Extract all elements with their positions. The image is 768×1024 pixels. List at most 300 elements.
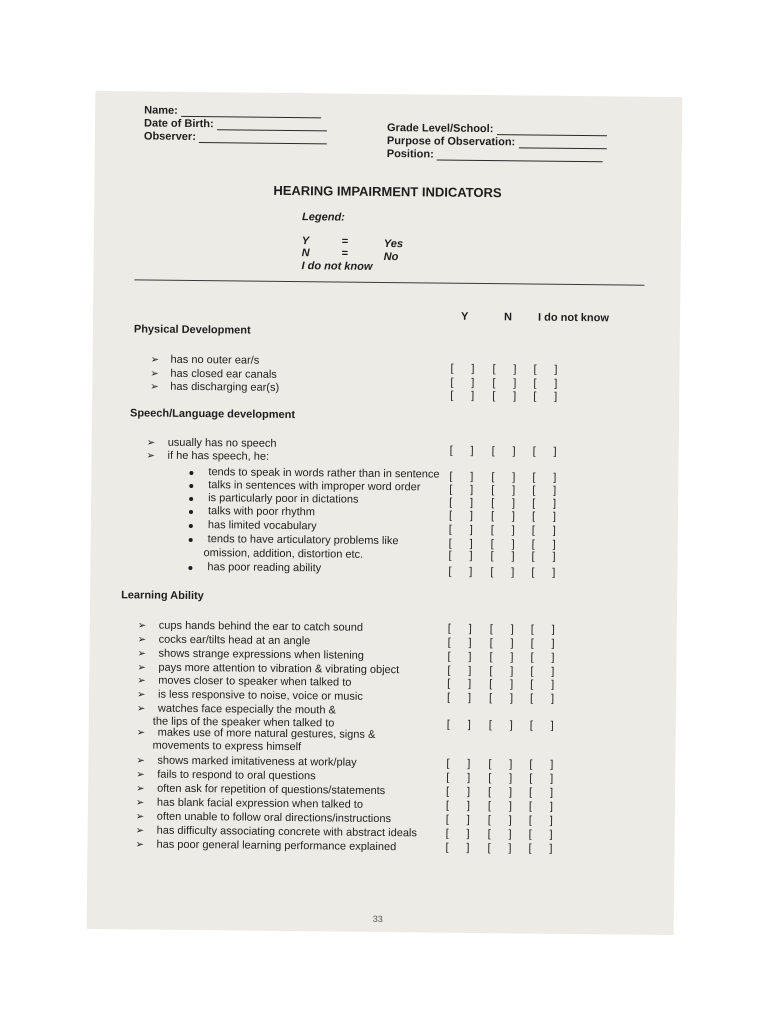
- bracket-open: [: [445, 799, 450, 812]
- checkbox-n[interactable]: [490, 623, 514, 636]
- bracket-close: ]: [509, 719, 513, 732]
- bracket-open: [: [492, 390, 496, 403]
- bracket-close: ]: [467, 757, 471, 770]
- bracket-open: [: [449, 444, 453, 457]
- bracket-open: [: [488, 758, 492, 771]
- checkbox-n[interactable]: [489, 651, 513, 664]
- bracket-open: [: [447, 650, 451, 663]
- dot-bullet-icon: [189, 471, 193, 475]
- checkbox-idk[interactable]: [531, 551, 555, 564]
- dot-bullet-icon: [189, 538, 193, 542]
- list-item-text: is less responsive to noise, voice or music: [158, 688, 363, 703]
- bracket-open: [: [487, 842, 491, 855]
- bracket-close: ]: [508, 800, 512, 813]
- position-label: Position:: [386, 148, 434, 161]
- section-title: Speech/Language development: [129, 407, 296, 422]
- bracket-open: [: [491, 445, 495, 458]
- bracket-open: [: [489, 623, 493, 636]
- arrow-bullet-icon: ➢: [150, 354, 160, 366]
- arrow-bullet-icon: ➢: [136, 755, 145, 767]
- bracket-open: [: [532, 445, 536, 458]
- bracket-open: [: [533, 390, 537, 403]
- bracket-close: ]: [549, 842, 553, 855]
- legend-key-y: Y: [301, 235, 310, 248]
- list-item-text: movements to express himself: [152, 739, 302, 754]
- checkbox-n[interactable]: [492, 445, 516, 458]
- bracket-open: [: [492, 363, 496, 376]
- list-item-text: has poor general learning performance explained: [156, 838, 397, 854]
- observer-field[interactable]: [199, 142, 327, 144]
- checkbox-idk[interactable]: [531, 567, 555, 580]
- checkbox-n[interactable]: [492, 390, 516, 403]
- checkbox-idk[interactable]: [529, 787, 553, 800]
- checkbox-idk[interactable]: [530, 652, 554, 665]
- dot-bullet-icon: [189, 510, 193, 514]
- bracket-close: ]: [467, 771, 471, 784]
- bracket-close: ]: [468, 622, 472, 635]
- bracket-open: [: [445, 841, 449, 854]
- checkbox-y[interactable]: [446, 828, 470, 841]
- bracket-close: ]: [549, 814, 553, 827]
- bracket-close: ]: [552, 566, 556, 579]
- bracket-close: ]: [550, 692, 555, 705]
- arrow-bullet-icon: ➢: [135, 797, 145, 809]
- list-item-text: moves closer to speaker when talked to: [158, 674, 352, 689]
- checkbox-y[interactable]: [448, 637, 472, 650]
- legend-value-y: Yes: [383, 237, 404, 251]
- page-number: 33: [372, 913, 383, 925]
- bracket-close: ]: [510, 678, 514, 691]
- checkbox-y[interactable]: [447, 651, 471, 664]
- bracket-close: ]: [468, 677, 472, 690]
- checkbox-y[interactable]: [446, 758, 470, 771]
- list-item-text: has discharging ear(s): [170, 380, 280, 394]
- checkbox-y[interactable]: [450, 363, 474, 376]
- purpose-label: Purpose of Observation:: [386, 135, 516, 149]
- bracket-open: [: [530, 637, 534, 650]
- checkbox-y[interactable]: [449, 510, 473, 523]
- checkbox-n[interactable]: [490, 637, 514, 650]
- purpose-field[interactable]: [519, 147, 607, 149]
- bracket-open: [: [449, 496, 453, 509]
- checkbox-y[interactable]: [446, 800, 470, 813]
- dob-field[interactable]: [217, 129, 327, 131]
- legend-idk: I do not know: [301, 260, 373, 273]
- checkbox-idk[interactable]: [529, 829, 553, 842]
- bracket-close: ]: [552, 538, 556, 551]
- sub-item-text: tends to speak in words rather than in sentence: [208, 466, 440, 481]
- bracket-open: [: [530, 651, 534, 664]
- bracket-close: ]: [466, 799, 471, 812]
- bracket-open: [: [487, 800, 492, 813]
- bracket-open: [: [530, 678, 534, 691]
- bracket-close: ]: [510, 651, 514, 664]
- bracket-close: ]: [552, 524, 556, 537]
- bracket-open: [: [487, 828, 491, 841]
- checkbox-idk[interactable]: [529, 815, 553, 828]
- bracket-close: ]: [470, 444, 474, 457]
- arrow-bullet-icon: ➢: [150, 368, 159, 380]
- bracket-close: ]: [511, 524, 515, 537]
- list-item-text: cocks ear/tilts head at an angle: [158, 633, 311, 648]
- legend-value-n: No: [383, 250, 399, 264]
- bracket-close: ]: [549, 828, 553, 841]
- bracket-close: ]: [468, 636, 472, 649]
- arrow-bullet-icon: ➢: [135, 825, 145, 837]
- checkbox-idk[interactable]: [530, 720, 554, 733]
- checkbox-n[interactable]: [490, 550, 514, 563]
- bracket-open: [: [447, 636, 451, 649]
- bracket-open: [: [447, 691, 451, 704]
- section-title: Learning Ability: [121, 589, 204, 603]
- bracket-open: [: [532, 471, 536, 484]
- checkbox-idk[interactable]: [533, 378, 557, 391]
- list-item-text: shows strange expressions when listening: [158, 647, 365, 662]
- page-title: HEARING IMPAIRMENT INDICATORS: [273, 182, 502, 201]
- checkbox-n[interactable]: [491, 484, 515, 497]
- bracket-open: [: [447, 677, 451, 690]
- bracket-open: [: [531, 538, 535, 551]
- bracket-open: [: [533, 377, 537, 390]
- checkbox-y[interactable]: [447, 678, 471, 691]
- bracket-close: ]: [469, 537, 473, 550]
- observer-label: Observer:: [143, 130, 196, 144]
- bracket-close: ]: [466, 813, 470, 826]
- arrow-bullet-icon: ➢: [136, 727, 146, 739]
- bracket-close: ]: [508, 828, 512, 841]
- bracket-open: [: [489, 651, 493, 664]
- arrow-bullet-icon: ➢: [137, 620, 147, 632]
- list-item-text: fails to respond to oral questions: [157, 768, 316, 783]
- checkbox-y[interactable]: [450, 445, 474, 458]
- bracket-close: ]: [509, 692, 514, 705]
- bracket-close: ]: [512, 484, 516, 497]
- checkbox-y[interactable]: [449, 524, 473, 537]
- bracket-open: [: [490, 524, 494, 537]
- bracket-open: [: [529, 758, 533, 771]
- bracket-close: ]: [511, 550, 515, 563]
- sub-item-text: omission, addition, distortion etc.: [203, 547, 364, 561]
- dot-bullet-icon: [188, 566, 192, 570]
- bracket-close: ]: [511, 566, 515, 579]
- bracket-close: ]: [469, 523, 473, 536]
- dot-bullet-icon: [189, 524, 193, 528]
- bracket-close: ]: [551, 678, 555, 691]
- bracket-close: ]: [552, 497, 557, 510]
- checkbox-n[interactable]: [492, 363, 516, 376]
- checkbox-idk[interactable]: [532, 498, 556, 511]
- bracket-open: [: [490, 538, 494, 551]
- bracket-open: [: [533, 363, 537, 376]
- legend-key-n: N: [301, 247, 310, 260]
- bracket-close: ]: [509, 758, 513, 771]
- bracket-open: [: [529, 772, 533, 785]
- dob-label: Date of Birth:: [144, 117, 214, 131]
- bracket-close: ]: [549, 786, 554, 799]
- bracket-open: [: [530, 623, 534, 636]
- bracket-open: [: [528, 800, 533, 813]
- bracket-close: ]: [551, 637, 555, 650]
- checkbox-idk[interactable]: [529, 759, 553, 772]
- legend-eq-y: =: [341, 235, 349, 248]
- bracket-open: [: [448, 509, 453, 522]
- bracket-open: [: [491, 497, 495, 510]
- bracket-open: [: [448, 565, 452, 578]
- bracket-close: ]: [471, 389, 475, 402]
- bracket-open: [: [532, 484, 536, 497]
- checkbox-idk[interactable]: [532, 485, 556, 498]
- checkbox-n[interactable]: [491, 471, 515, 484]
- bracket-close: ]: [510, 623, 514, 636]
- sub-item-text: talks in sentences with improper word order: [208, 479, 421, 494]
- bracket-close: ]: [551, 623, 555, 636]
- checkbox-n[interactable]: [491, 497, 515, 510]
- column-header-n: N: [503, 311, 513, 324]
- position-field[interactable]: [437, 160, 603, 163]
- bracket-open: [: [489, 637, 493, 650]
- checkbox-idk[interactable]: [530, 693, 554, 706]
- bracket-open: [: [531, 550, 535, 563]
- bracket-open: [: [491, 471, 495, 484]
- bracket-open: [: [448, 523, 452, 536]
- bracket-close: ]: [553, 445, 557, 458]
- bracket-open: [: [487, 814, 491, 827]
- sub-item-text: is particularly poor in dictations: [208, 492, 359, 506]
- checkbox-y[interactable]: [448, 550, 472, 563]
- bracket-open: [: [528, 814, 532, 827]
- checkbox-idk[interactable]: [531, 638, 555, 651]
- bracket-open: [: [532, 497, 536, 510]
- bracket-close: ]: [471, 362, 475, 375]
- list-item-text: makes use of more natural gestures, signs &: [157, 726, 376, 741]
- bracket-close: ]: [554, 390, 558, 403]
- bracket-close: ]: [469, 549, 473, 562]
- checkbox-n[interactable]: [487, 842, 511, 855]
- bracket-open: [: [449, 470, 453, 483]
- checkbox-n[interactable]: [492, 377, 516, 390]
- bracket-close: ]: [469, 509, 474, 522]
- bracket-close: ]: [553, 471, 557, 484]
- arrow-bullet-icon: ➢: [146, 450, 156, 462]
- bracket-close: ]: [471, 376, 475, 389]
- checkbox-y[interactable]: [446, 814, 470, 827]
- dot-bullet-icon: [189, 497, 193, 501]
- list-item-text: the lips of the speaker when talked to: [152, 715, 335, 730]
- checkbox-idk[interactable]: [529, 773, 553, 786]
- bracket-open: [: [450, 389, 454, 402]
- checkbox-y[interactable]: [450, 377, 474, 390]
- checkbox-n[interactable]: [491, 524, 515, 537]
- bracket-open: [: [446, 785, 450, 798]
- name-label: Name:: [144, 104, 178, 117]
- checkbox-y[interactable]: [448, 566, 472, 579]
- bracket-close: ]: [508, 786, 513, 799]
- bracket-close: ]: [552, 550, 556, 563]
- list-item-text: usually has no speech: [167, 436, 277, 450]
- bracket-close: ]: [513, 390, 517, 403]
- checkbox-idk[interactable]: [532, 525, 556, 538]
- bracket-open: [: [529, 786, 533, 799]
- bracket-open: [: [449, 483, 453, 496]
- bracket-open: [: [492, 377, 496, 390]
- sub-item-text: talks with poor rhythm: [207, 505, 316, 519]
- checkbox-idk[interactable]: [533, 364, 557, 377]
- checkbox-y[interactable]: [449, 484, 473, 497]
- grade-label: Grade Level/School:: [386, 122, 494, 136]
- list-item-text: shows marked imitativeness at work/play: [157, 754, 357, 769]
- bracket-open: [: [489, 692, 493, 705]
- checkbox-n[interactable]: [488, 786, 512, 799]
- legend-eq-n: =: [341, 247, 349, 260]
- checkbox-idk[interactable]: [528, 843, 552, 856]
- arrow-bullet-icon: ➢: [137, 675, 146, 687]
- checkbox-y[interactable]: [446, 786, 470, 799]
- bracket-close: ]: [466, 841, 470, 854]
- checkbox-idk[interactable]: [532, 472, 556, 485]
- sub-item-text: has poor reading ability: [207, 561, 322, 575]
- checkbox-n[interactable]: [488, 814, 512, 827]
- bracket-close: ]: [469, 565, 473, 578]
- bracket-close: ]: [470, 483, 474, 496]
- bracket-open: [: [448, 549, 452, 562]
- bracket-close: ]: [467, 691, 472, 704]
- bracket-close: ]: [553, 484, 557, 497]
- checkbox-y[interactable]: [450, 390, 474, 403]
- bracket-close: ]: [509, 772, 513, 785]
- checkbox-n[interactable]: [489, 678, 513, 691]
- list-item-text: if he has speech, he:: [167, 449, 270, 463]
- list-item-text: has no outer ear/s: [170, 353, 260, 367]
- bracket-open: [: [488, 772, 492, 785]
- bracket-close: ]: [554, 377, 558, 390]
- bracket-open: [: [450, 376, 454, 389]
- bracket-open: [: [530, 665, 534, 678]
- bracket-open: [: [450, 362, 454, 375]
- bracket-open: [: [489, 678, 493, 691]
- sub-item-text: tends to have articulatory problems like: [207, 533, 399, 548]
- checkbox-y[interactable]: [447, 665, 471, 678]
- checkbox-y[interactable]: [447, 692, 471, 705]
- checkbox-idk[interactable]: [530, 679, 554, 692]
- arrow-bullet-icon: ➢: [137, 648, 146, 660]
- bracket-open: [: [531, 510, 536, 523]
- dot-bullet-icon: [189, 484, 193, 488]
- bracket-open: [: [529, 719, 533, 732]
- bracket-close: ]: [508, 814, 512, 827]
- bracket-open: [: [446, 771, 450, 784]
- bracket-close: ]: [552, 510, 557, 523]
- checkbox-n[interactable]: [490, 566, 514, 579]
- bracket-open: [: [531, 566, 535, 579]
- bracket-close: ]: [511, 510, 516, 523]
- bracket-close: ]: [510, 637, 514, 650]
- checkbox-n[interactable]: [488, 772, 512, 785]
- bracket-close: ]: [467, 718, 471, 731]
- bracket-open: [: [445, 813, 449, 826]
- arrow-bullet-icon: ➢: [137, 634, 147, 646]
- bracket-open: [: [528, 828, 532, 841]
- checkbox-y[interactable]: [447, 719, 471, 732]
- checkbox-n[interactable]: [489, 665, 513, 678]
- bracket-close: ]: [466, 785, 471, 798]
- bracket-open: [: [445, 827, 449, 840]
- bracket-close: ]: [470, 470, 474, 483]
- bracket-close: ]: [468, 650, 472, 663]
- list-item-text: cups hands behind the ear to catch sound: [158, 619, 364, 634]
- bracket-open: [: [528, 842, 532, 855]
- bracket-close: ]: [511, 538, 515, 551]
- bracket-open: [: [448, 537, 452, 550]
- list-item-text: often unable to follow oral directions/instructions: [156, 810, 392, 826]
- bracket-open: [: [488, 719, 492, 732]
- bracket-open: [: [531, 524, 535, 537]
- bracket-close: ]: [466, 827, 470, 840]
- bracket-close: ]: [550, 758, 554, 771]
- checkbox-y[interactable]: [448, 623, 472, 636]
- bracket-open: [: [490, 510, 495, 523]
- bracket-close: ]: [550, 772, 554, 785]
- list-item-text: often ask for repetition of questions/statements: [157, 782, 386, 798]
- checkbox-y[interactable]: [449, 471, 473, 484]
- arrow-bullet-icon: ➢: [136, 769, 145, 781]
- checkbox-y[interactable]: [445, 842, 469, 855]
- checkbox-n[interactable]: [491, 510, 515, 523]
- checkbox-idk[interactable]: [532, 511, 556, 524]
- bracket-close: ]: [550, 719, 554, 732]
- checkbox-idk[interactable]: [530, 666, 554, 679]
- checkbox-idk[interactable]: [531, 624, 555, 637]
- checkbox-y[interactable]: [446, 772, 470, 785]
- checkbox-n[interactable]: [488, 800, 512, 813]
- checkbox-y[interactable]: [449, 497, 473, 510]
- list-item-text: pays more attention to vibration & vibrating object: [158, 661, 400, 677]
- checkbox-n[interactable]: [488, 828, 512, 841]
- bracket-open: [: [447, 664, 451, 677]
- bracket-open: [: [446, 757, 450, 770]
- legend-heading: Legend:: [302, 211, 345, 224]
- checkbox-n[interactable]: [489, 692, 513, 705]
- bracket-close: ]: [510, 665, 514, 678]
- checkbox-idk[interactable]: [533, 391, 557, 404]
- bracket-open: [: [446, 718, 450, 731]
- checkbox-idk[interactable]: [533, 446, 557, 459]
- bracket-close: ]: [554, 363, 558, 376]
- bracket-close: ]: [468, 664, 472, 677]
- bracket-open: [: [447, 622, 451, 635]
- bracket-close: ]: [511, 497, 516, 510]
- bracket-close: ]: [512, 445, 516, 458]
- column-header-idk: I do not know: [537, 311, 610, 325]
- bracket-open: [: [488, 786, 492, 799]
- checkbox-n[interactable]: [489, 719, 513, 732]
- bracket-open: [: [491, 484, 495, 497]
- bracket-open: [: [530, 692, 534, 705]
- checkbox-n[interactable]: [488, 758, 512, 771]
- sub-item-text: has limited vocabulary: [207, 519, 317, 533]
- list-item-text: has closed ear canals: [170, 367, 277, 381]
- list-item-text: has blank facial expression when talked to: [156, 796, 364, 811]
- list-item-text: watches face especially the mouth &: [157, 702, 336, 717]
- bracket-open: [: [490, 566, 494, 579]
- arrow-bullet-icon: ➢: [135, 811, 145, 823]
- bracket-close: ]: [513, 363, 517, 376]
- checkbox-idk[interactable]: [529, 801, 553, 814]
- arrow-bullet-icon: ➢: [136, 783, 145, 795]
- worksheet-paper: [87, 91, 683, 935]
- column-header-y: Y: [460, 310, 469, 323]
- section-title: Physical Development: [133, 323, 251, 337]
- bracket-close: ]: [551, 665, 555, 678]
